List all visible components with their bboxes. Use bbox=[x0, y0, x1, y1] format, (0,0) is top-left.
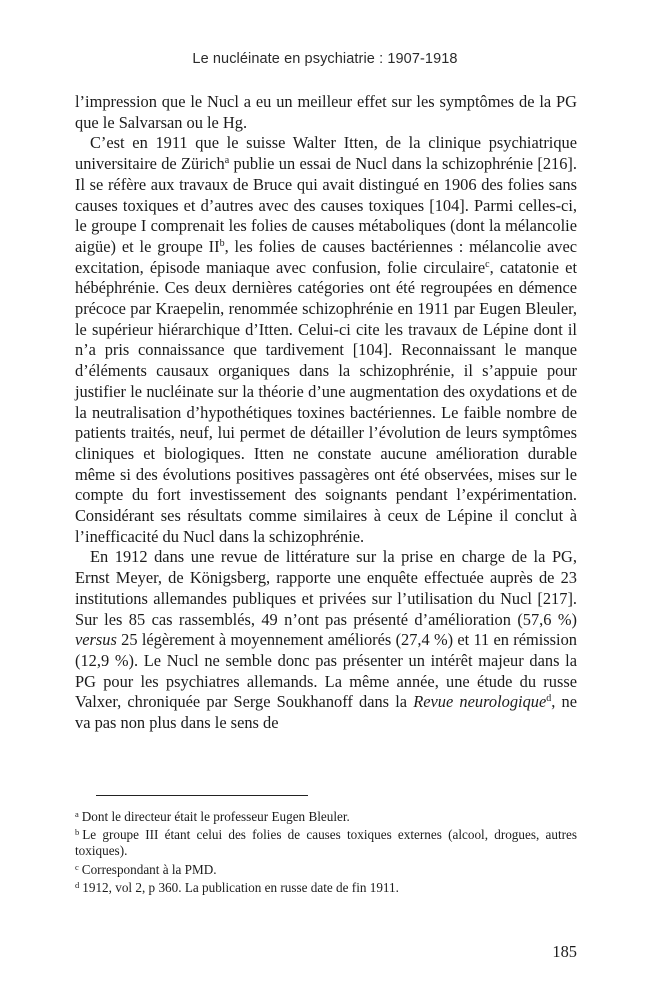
body-text bbox=[75, 92, 577, 734]
running-header-title: Le nucléinate en psychiatrie : 1907-1918 bbox=[192, 51, 458, 67]
footnote-text: Le groupe III étant celui des folies de causes toxiques externes (alcool, drogues, autres toxiques). bbox=[75, 827, 577, 859]
paragraph-3 bbox=[75, 547, 577, 733]
italic-text: Revue neurologique bbox=[413, 692, 547, 712]
italic-text: versus bbox=[75, 630, 117, 650]
page-number: 185 bbox=[552, 942, 577, 961]
text-run: En 1912 dans une revue de littérature sur la prise en charge de la PG, Ernst Meyer, de Königsberg, rapporte une enquête effectuée auprès de 23 institutions allemandes publiques et privées sur l’utilisation du Nucl [217]. Sur les 85 cas rassemblés, 49 n’ont pas présenté d’amélioration (57,6 %) bbox=[75, 547, 577, 629]
footnote-reference: b bbox=[219, 237, 225, 249]
footnote-text: Correspondant à la PMD. bbox=[81, 861, 217, 877]
footnote-marker: a bbox=[75, 809, 79, 819]
footnotes bbox=[75, 809, 577, 898]
footnote-separator bbox=[96, 795, 308, 796]
footnote-marker: b bbox=[75, 827, 80, 838]
footnote-marker: c bbox=[75, 861, 79, 872]
footnote-a bbox=[75, 809, 577, 825]
footnote-reference: c bbox=[485, 258, 490, 270]
footnote-reference: a bbox=[224, 155, 230, 167]
footnote-marker: d bbox=[75, 879, 80, 890]
paragraph-1 bbox=[75, 92, 577, 133]
footnote-d bbox=[75, 880, 577, 896]
text-run: l’impression que le Nucl a eu un meilleur effet sur les symptômes de la PG que le Salvarsan ou le Hg. bbox=[75, 92, 577, 132]
footnote-text: 1912, vol 2, p 360. La publication en russe date de fin 1911. bbox=[82, 879, 399, 895]
text-run: , catatonie et hébéphrénie. Ces deux dernières catégories ont été regroupées en démence précoce par Kraepelin, renommée schizophrénie en 1911 par Eugen Bleuler, le supérieur hiérarchique d’Itten. Celui-ci cite les travaux de Lépine dont il n’a pris connaissance que tardivement [104]. Reconnaissant le manque d’éléments causaux organiques dans la schizophrénie, il s’appuie pour justifier le nucléinate sur la théorie d’une augmentation des oxydations et de la neutralisation d’hypothétiques toxines bactériennes. Le faible nombre de patients traités, neuf, lui permet de détailler l’évolution de leurs symptômes cliniques et biologiques. Itten ne constate aucune amélioration durable même si des évolutions positives passagères ont été observées, mises sur le compte du fort investissement des soignants pendant l’expérimentation. Considérant ses résultats comme similaires à ceux de Lépine il conclut à l’inefficacité du Nucl dans la schizophrénie. bbox=[75, 257, 577, 546]
footnote-reference: d bbox=[546, 693, 552, 705]
text-run: publie un essai de Nucl dans la schizophrénie [216]. Il se réfère aux travaux de Bruce qui avait distingué en 1906 des folies sans causes toxiques et d’autres avec des causes toxiques [104]. Parmi celles-ci, le groupe I comprenait les folies de causes métaboliques (dont la mélancolie aigüe) et le groupe II bbox=[75, 154, 577, 256]
text-run: 25 légèrement à moyennement améliorés (27,4 %) et 11 en rémission (12,9 %). Le Nucl ne semble donc pas présenter un intérêt majeur dans la PG pour les psychiatres allemands. La même année, une étude du russe Valxer, chroniquée par Serge Soukhanoff dans la bbox=[75, 630, 577, 712]
text-run: C’est en 1911 que le suisse Walter Itten, de la clinique psychiatrique universitaire de Zürich bbox=[75, 133, 577, 174]
paragraph-2 bbox=[75, 133, 577, 547]
text-run: , ne va pas non plus dans le sens de bbox=[75, 692, 577, 733]
footnote-b bbox=[75, 827, 577, 859]
footnote-c bbox=[75, 862, 577, 878]
footnote-text: Dont le directeur était le professeur Eugen Bleuler. bbox=[81, 809, 350, 824]
text-run: , les folies de causes bactériennes : mélancolie avec excitation, épisode maniaque avec confusion, folie circulaire bbox=[75, 236, 577, 277]
